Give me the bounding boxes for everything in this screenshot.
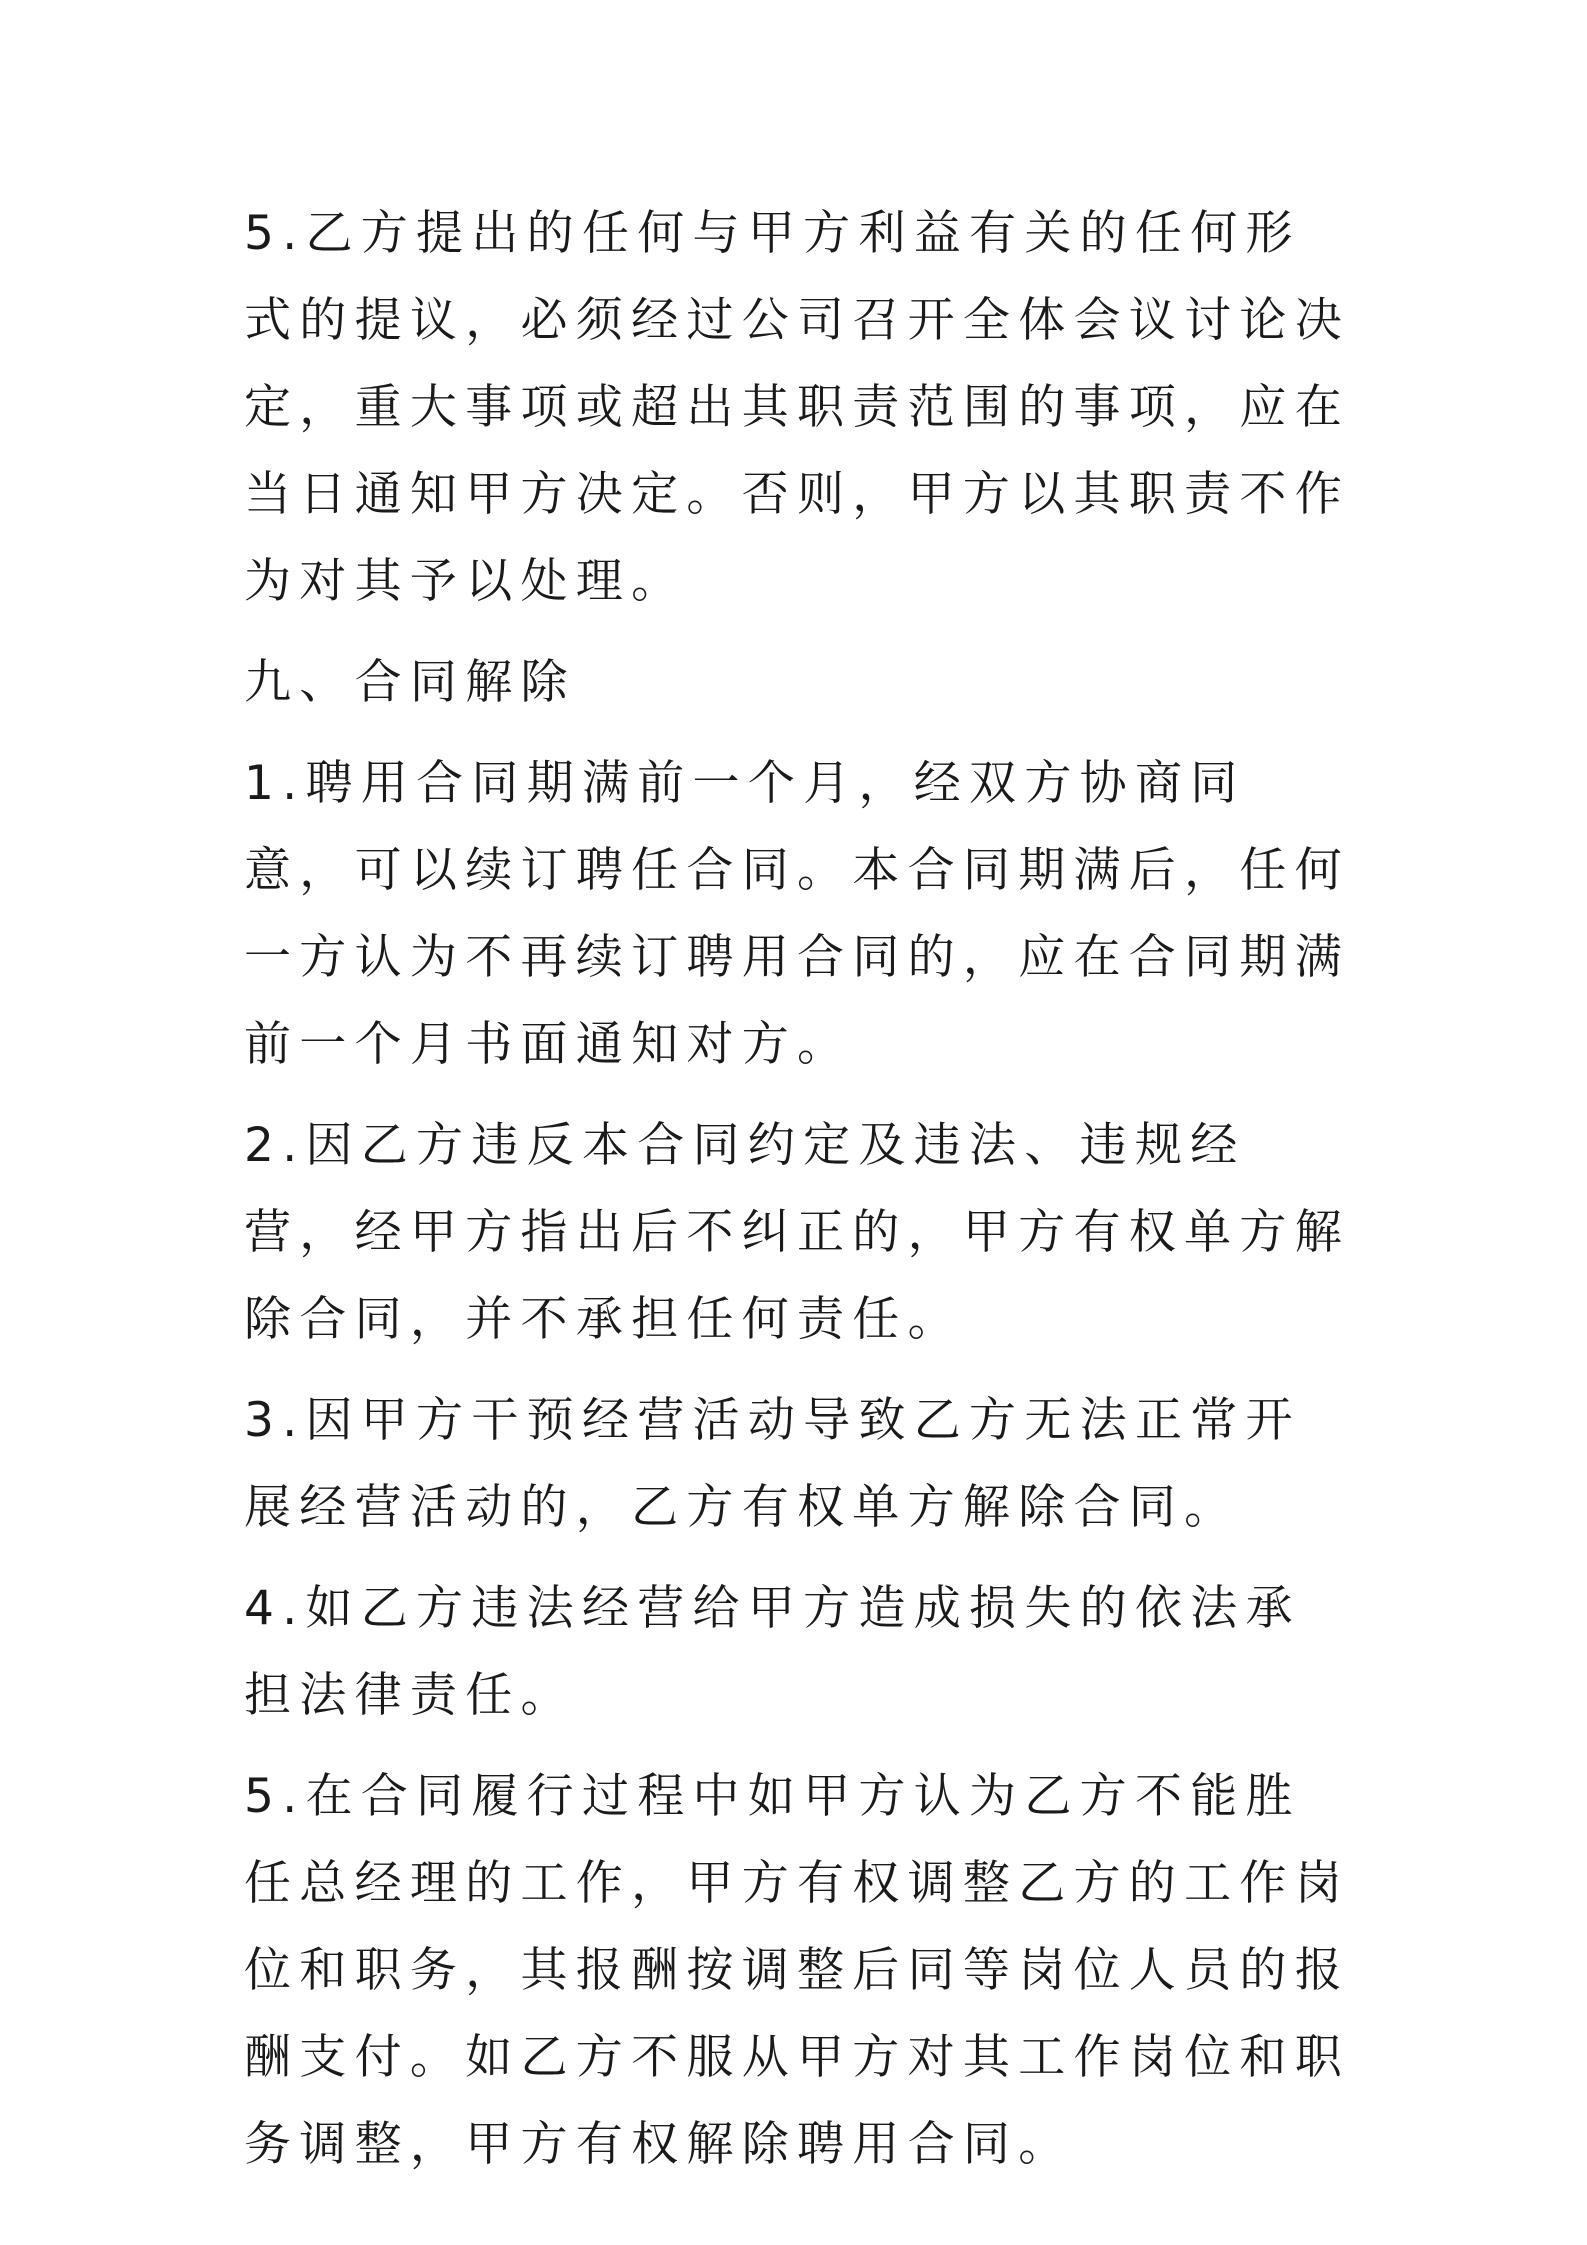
clause-9-1: 1.聘用合同期满前一个月，经双方协商同意，可以续订聘任合同。本合同期满后，任何一方认为不再续订聘用合同的，应在合同期满前一个月书面通知对方。 [244,756,1350,1072]
document-body [244,190,1354,2202]
clause-9-4: 4.如乙方违法经营给甲方造成损失的依法承担法律责任。 [244,1581,1301,1723]
clause-9-3: 3.因甲方干预经营活动导致乙方无法正常开展经营活动的，乙方有权单方解除合同。 [244,1393,1301,1535]
clause-9-5: 5.在合同履行过程中如甲方认为乙方不能胜任总经理的工作，甲方有权调整乙方的工作岗位和职务，其报酬按调整后同等岗位人员的报酬支付。如乙方不服从甲方对其工作岗位和职务调整，甲方有权解除聘用合同。 [244,1769,1350,2172]
section-9-heading: 九、合同解除 [244,655,576,710]
clause-8-5: 5.乙方提出的任何与甲方利益有关的任何形式的提议，必须经过公司召开全体会议讨论决定，重大事项或超出其职责范围的事项，应在当日通知甲方决定。否则，甲方以其职责不作为对其予以处理。 [244,206,1350,609]
clause-9-2: 2.因乙方违反本合同约定及违法、违规经营，经甲方指出后不纠正的，甲方有权单方解除合同，并不承担任何责任。 [244,1118,1350,1347]
